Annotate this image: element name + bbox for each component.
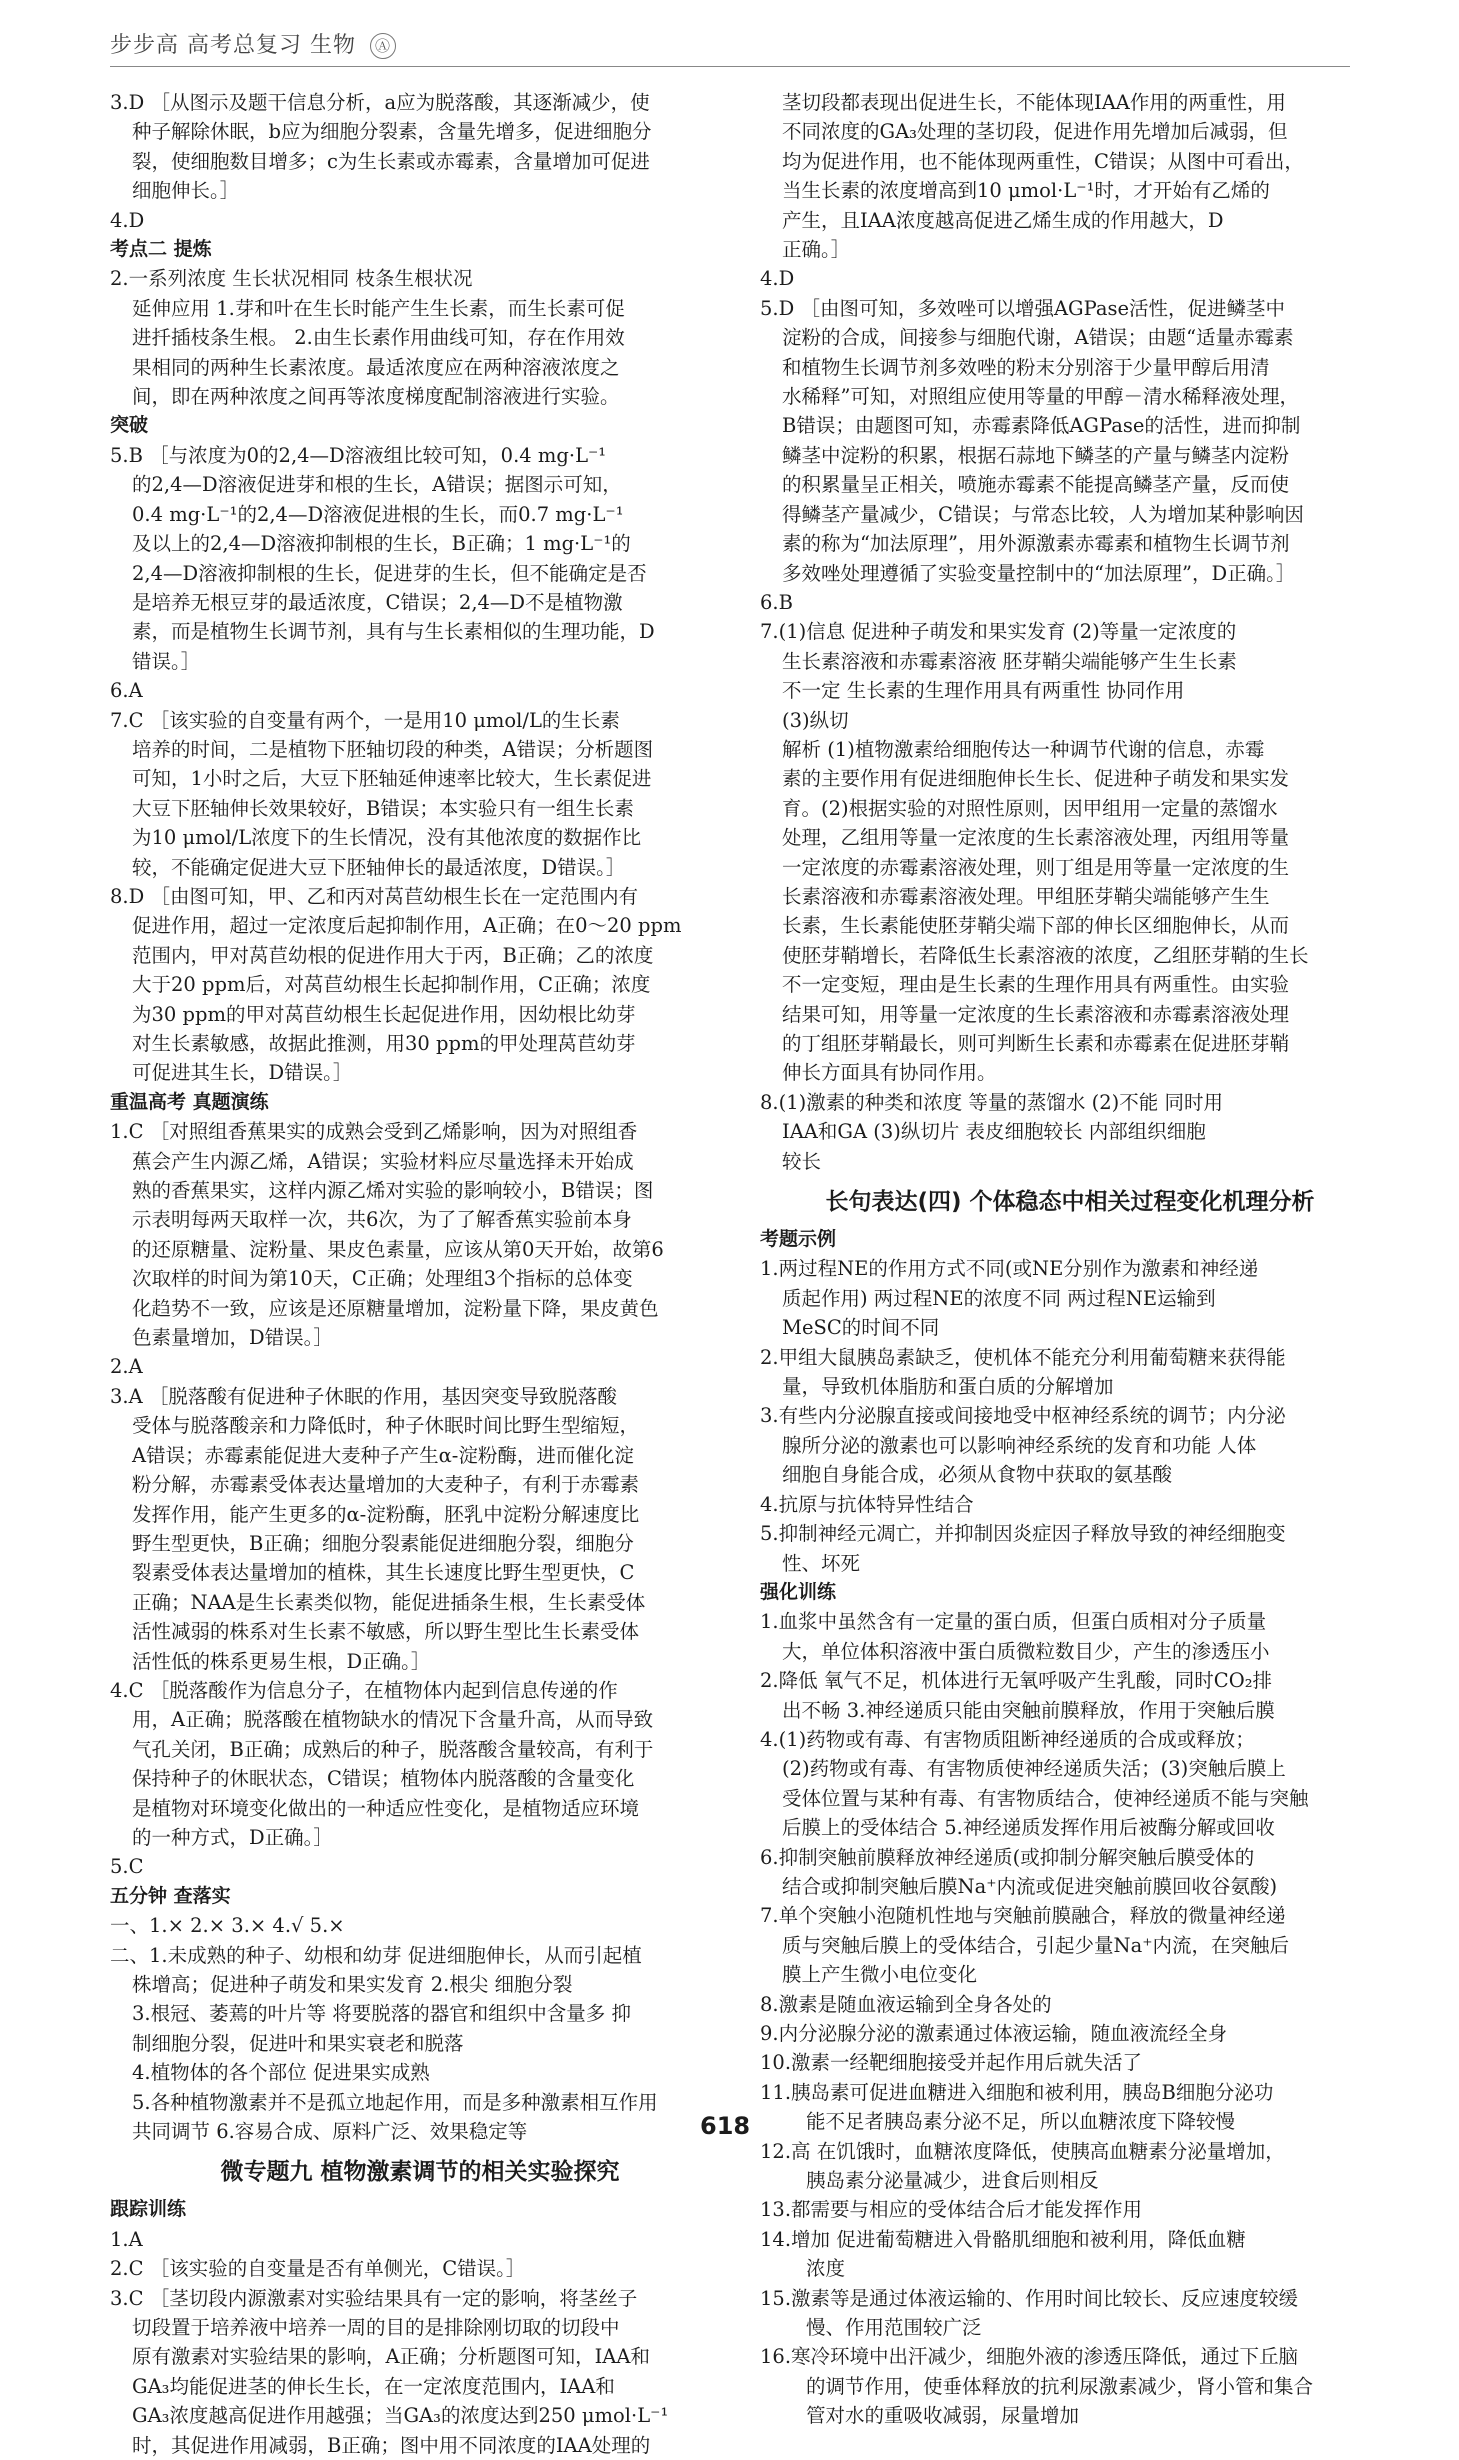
text-line: 2,4—D溶液抑制根的生长，促进芽的生长，但不能确定是否 bbox=[132, 561, 647, 585]
header-rule bbox=[110, 66, 1350, 67]
right-column bbox=[760, 88, 1380, 2431]
text-line: 管对水的重吸收减弱，尿量增加 bbox=[806, 2404, 1080, 2428]
text-line: 时，其促进作用减弱，B正确；图中用不同浓度的IAA处理的 bbox=[132, 2433, 651, 2457]
text-line: A错误；赤霉素能促进大麦种子产生α-淀粉酶，进而催化淀 bbox=[132, 1443, 634, 1467]
text-line: 胰岛素分泌量减少，进食后则相反 bbox=[806, 2169, 1099, 2193]
text-line: 对生长素敏感，故据此推测，用30 ppm的甲处理莴苣幼芽 bbox=[132, 1032, 636, 1055]
text-line: 2.A bbox=[110, 1355, 143, 1379]
text-line: (3)纵切 bbox=[782, 708, 849, 732]
text-line: 不一定变短，理由是生长素的生理作用具有两重性。由实验 bbox=[782, 973, 1290, 997]
left-column bbox=[110, 88, 730, 2460]
text-line: 16.寒冷环境中出汗减少，细胞外液的渗透压降低，通过下丘脑 bbox=[760, 2345, 1299, 2369]
text-line: 切段置于培养液中培养一周的目的是排除刚切取的切段中 bbox=[132, 2316, 620, 2340]
text-line: 正确。］ bbox=[782, 238, 851, 262]
section-heading: 跟踪训练 bbox=[110, 2198, 187, 2221]
section-heading: 五分钟 查落实 bbox=[110, 1884, 231, 1907]
text-line: 二、1.未成熟的种子、幼根和幼芽 促进细胞伸长，从而引起植 bbox=[110, 1943, 642, 1967]
text-line: 结合或抑制突触后膜Na⁺内流或促进突触前膜回收谷氨酸) bbox=[782, 1874, 1278, 1898]
text-line: 用，A正确；脱落酸在植物缺水的情况下含量升高，从而导致 bbox=[132, 1708, 654, 1732]
text-line: 培养的时间，二是植物下胚轴切段的种类，A错误；分析题图 bbox=[132, 737, 654, 761]
text-line: 12.高 在饥饿时，血糖浓度降低，使胰高血糖素分泌量增加， bbox=[760, 2139, 1285, 2163]
text-line: 1.A bbox=[110, 2227, 143, 2251]
section-title: 微专题九 植物激素调节的相关实验探究 bbox=[220, 2159, 620, 2186]
text-line: 膜上产生微小电位变化 bbox=[782, 1963, 978, 1987]
text-line: 5.各种植物激素并不是孤立地起作用，而是多种激素相互作用 bbox=[132, 2090, 658, 2114]
text-line: 7.(1)信息 促进种子萌发和果实发育 (2)等量一定浓度的 bbox=[760, 620, 1237, 644]
edition-badge: Ⓐ bbox=[370, 33, 396, 59]
text-line: 4.D bbox=[110, 208, 145, 232]
text-line: 11.胰岛素可促进血糖进入细胞和被利用，胰岛B细胞分泌功 bbox=[760, 2080, 1274, 2104]
text-line: 素的主要作用有促进细胞伸长生长、促进种子萌发和果实发 bbox=[782, 767, 1290, 791]
text-line: 为30 ppm的甲对莴苣幼根生长起促进作用，因幼根比幼芽 bbox=[132, 1002, 636, 1026]
text-line: 的丁组胚芽鞘最长，则可判断生长素和赤霉素在促进胚芽鞘 bbox=[782, 1032, 1290, 1055]
text-line: 1.血浆中虽然含有一定量的蛋白质，但蛋白质相对分子质量 bbox=[760, 1610, 1267, 1634]
text-line: 3.C ［茎切段内源激素对实验结果具有一定的影响，将茎丝子 bbox=[110, 2286, 638, 2310]
text-line: 熟的香蕉果实，这样内源乙烯对实验的影响较小，B错误；图 bbox=[132, 1179, 654, 1203]
text-line: 受体位置与某种有毒、有害物质结合，使神经递质不能与突触 bbox=[782, 1786, 1309, 1810]
text-line: 浓度 bbox=[806, 2257, 846, 2281]
text-line: 大，单位体积溶液中蛋白质微粒数目少，产生的渗透压小 bbox=[782, 1639, 1270, 1663]
text-line: 15.激素等是通过体液运输的、作用时间比较长、反应速度较缓 bbox=[760, 2286, 1299, 2310]
text-line: 是培养无根豆芽的最适浓度，C错误；2,4—D不是植物激 bbox=[132, 590, 623, 614]
text-line: 6.A bbox=[110, 679, 143, 703]
text-line: 的一种方式，D正确。］ bbox=[132, 1825, 333, 1849]
text-line: 受体与脱落酸亲和力降低时，种子休眠时间比野生型缩短， bbox=[132, 1414, 640, 1438]
text-line: 慢、作用范围较广泛 bbox=[806, 2316, 982, 2340]
text-line: 较，不能确定促进大豆下胚轴伸长的最适浓度，D错误。］ bbox=[132, 855, 626, 879]
text-line: 不同浓度的GA₃处理的茎切段，促进作用先增加后减弱，但 bbox=[782, 120, 1288, 144]
text-line: 水稀释”可知，对照组应使用等量的甲醇－清水稀释液处理， bbox=[782, 385, 1299, 409]
text-line: 1.两过程NE的作用方式不同(或NE分别作为激素和神经递 bbox=[760, 1257, 1259, 1281]
text-line: 6.B bbox=[760, 590, 793, 614]
text-line: 及以上的2,4—D溶液抑制根的生长，B正确；1 mg·L⁻¹的 bbox=[132, 532, 631, 556]
text-line: 量，导致机体脂肪和蛋白质的分解增加 bbox=[782, 1375, 1114, 1399]
text-line: 细胞伸长。］ bbox=[132, 179, 240, 203]
text-line: 性、坏死 bbox=[782, 1551, 861, 1575]
text-line: 13.都需要与相应的受体结合后才能发挥作用 bbox=[760, 2198, 1143, 2222]
text-line: 长素溶液和赤霉素溶液处理。甲组胚芽鞘尖端能够产生生 bbox=[782, 884, 1270, 908]
text-line: 是植物对环境变化做出的一种适应性变化，是植物适应环境 bbox=[132, 1796, 640, 1820]
text-line: 10.激素一经靶细胞接受并起作用后就失活了 bbox=[760, 2051, 1143, 2075]
text-line: 可促进其生长，D错误。］ bbox=[132, 1061, 353, 1085]
header-title: 步步高 高考总复习 生物 bbox=[110, 33, 356, 58]
text-line: 当生长素的浓度增高到10 μmol·L⁻¹时，才开始有乙烯的 bbox=[782, 179, 1270, 203]
text-line: 次取样的时间为第10天，C正确；处理组3个指标的总体变 bbox=[132, 1267, 633, 1291]
text-line: 素，而是植物生长调节剂，具有与生长素相似的生理功能，D bbox=[132, 620, 655, 644]
text-line: 可知，1小时之后，大豆下胚轴延伸速率比较大，生长素促进 bbox=[132, 767, 652, 791]
text-line: 3.根冠、萎蔫的叶片等 将要脱落的器官和组织中含量多 抑 bbox=[132, 2002, 632, 2026]
text-line: 野生型更快，B正确；细胞分裂素能促进细胞分裂，细胞分 bbox=[132, 1531, 634, 1555]
text-line: 活性减弱的株系对生长素不敏感，所以野生型比生长素受体 bbox=[132, 1620, 640, 1644]
section-title: 长句表达(四) 个体稳态中相关过程变化机理分析 bbox=[825, 1189, 1315, 1216]
text-line: 8.(1)激素的种类和浓度 等量的蒸馏水 (2)不能 同时用 bbox=[760, 1090, 1223, 1114]
text-line: MeSC的时间不同 bbox=[782, 1316, 940, 1340]
text-line: GA₃浓度越高促进作用越强；当GA₃的浓度达到250 μmol·L⁻¹ bbox=[132, 2404, 669, 2428]
text-line: 淀粉的合成，间接参与细胞代谢，A错误；由题“适量赤霉素 bbox=[782, 326, 1294, 350]
text-line: 质起作用) 两过程NE的浓度不同 两过程NE运输到 bbox=[782, 1286, 1216, 1310]
text-line: 14.增加 促进葡萄糖进入骨骼肌细胞和被利用，降低血糖 bbox=[760, 2227, 1246, 2251]
text-line: 4.抗原与抗体特异性结合 bbox=[760, 1492, 974, 1516]
text-line: 发挥作用，能产生更多的α-淀粉酶，胚乳中淀粉分解速度比 bbox=[132, 1502, 640, 1526]
text-line: 裂素受体表达量增加的植株，其生长速度比野生型更快，C bbox=[132, 1561, 635, 1585]
text-line: 4.C ［脱落酸作为信息分子，在植物体内起到信息传递的作 bbox=[110, 1678, 618, 1702]
text-line: 较长 bbox=[782, 1149, 822, 1173]
text-line: GA₃均能促进茎的伸长生长，在一定浓度范围内，IAA和 bbox=[132, 2374, 615, 2398]
text-line: 间，即在两种浓度之间再等浓度梯度配制溶液进行实验。 bbox=[132, 385, 620, 409]
text-line: 的还原糖量、淀粉量、果皮色素量，应该从第0天开始，故第6 bbox=[132, 1237, 664, 1261]
text-line: 气孔关闭，B正确；成熟后的种子，脱落酸含量较高，有利于 bbox=[132, 1737, 654, 1761]
text-line: B错误；由题图可知，赤霉素降低AGPase的活性，进而抑制 bbox=[782, 414, 1301, 438]
text-line: 4.(1)药物或有毒、有害物质阻断神经递质的合成或释放； bbox=[760, 1727, 1255, 1751]
text-line: 果相同的两种生长素浓度。最适浓度应在两种溶液浓度之 bbox=[132, 355, 620, 379]
text-line: 5.D ［由图可知，多效唑可以增强AGPase活性，促进鳞茎中 bbox=[760, 296, 1286, 320]
text-line: 的2,4—D溶液促进芽和根的生长，A错误；据图示可知， bbox=[132, 473, 622, 497]
section-heading: 考点二 提炼 bbox=[110, 238, 212, 261]
text-line: 为10 μmol/L浓度下的生长情况，没有其他浓度的数据作比 bbox=[132, 826, 642, 850]
text-line: 3.D ［从图示及题干信息分析，a应为脱落酸，其逐渐减少，使 bbox=[110, 91, 650, 114]
text-line: 后膜上的受体结合 5.神经递质发挥作用后被酶分解或回收 bbox=[782, 1816, 1275, 1840]
text-line: 蕉会产生内源乙烯，A错误；实验材料应尽量选择未开始成 bbox=[132, 1149, 634, 1173]
text-line: 不一定 生长素的生理作用具有两重性 协同作用 bbox=[782, 679, 1185, 703]
text-line: 种子解除休眠，b应为细胞分裂素，含量先增多，促进细胞分 bbox=[132, 120, 652, 144]
text-line: 8.D ［由图可知，甲、乙和丙对莴苣幼根生长在一定范围内有 bbox=[110, 884, 638, 908]
text-line: 素的称为“加法原理”，用外源激素赤霉素和植物生长调节剂 bbox=[782, 532, 1290, 556]
text-line: 进扦插枝条生根。 2.由生长素作用曲线可知，存在作用效 bbox=[132, 326, 625, 350]
section-heading: 重温高考 真题演练 bbox=[110, 1090, 269, 1113]
text-line: 示表明每两天取样一次，共6次，为了了解香蕉实验前本身 bbox=[132, 1208, 632, 1232]
text-line: 多效唑处理遵循了实验变量控制中的“加法原理”，D正确。］ bbox=[782, 561, 1296, 585]
text-line: 和植物生长调节剂多效唑的粉末分别溶于少量甲醇后用清 bbox=[782, 355, 1270, 379]
text-line: 2.降低 氧气不足，机体进行无氧呼吸产生乳酸，同时CO₂排 bbox=[760, 1669, 1273, 1693]
text-line: 5.B ［与浓度为0的2,4—D溶液组比较可知，0.4 mg·L⁻¹ bbox=[110, 443, 607, 467]
text-line: 2.一系列浓度 生长状况相同 枝条生根状况 bbox=[110, 267, 473, 291]
text-line: 一定浓度的赤霉素溶液处理，则丁组是用等量一定浓度的生 bbox=[782, 855, 1290, 879]
text-line: 长素，生长素能使胚芽鞘尖端下部的伸长区细胞伸长，从而 bbox=[782, 914, 1290, 938]
text-line: 3.有些内分泌腺直接或间接地受中枢神经系统的调节；内分泌 bbox=[760, 1404, 1286, 1428]
section-heading: 突破 bbox=[110, 414, 149, 437]
text-line: 2.C ［该实验的自变量是否有单侧光，C错误。］ bbox=[110, 2257, 526, 2281]
text-line: 裂，使细胞数目增多；c为生长素或赤霉素，含量增加可促进 bbox=[132, 149, 650, 173]
text-line: 产生，且IAA浓度越高促进乙烯生成的作用越大，D bbox=[782, 208, 1224, 232]
text-line: 1.C ［对照组香蕉果实的成熟会受到乙烯影响，因为对照组香 bbox=[110, 1120, 638, 1144]
text-line: 解析 (1)植物激素给细胞传达一种调节代谢的信息，赤霉 bbox=[782, 737, 1265, 761]
text-line: 2.甲组大鼠胰岛素缺乏，使机体不能充分利用葡萄糖来获得能 bbox=[760, 1345, 1286, 1369]
text-line: 粉分解，赤霉素受体表达量增加的大麦种子，有利于赤霉素 bbox=[132, 1473, 640, 1497]
text-line: 0.4 mg·L⁻¹的2,4—D溶液促进根的生长，而0.7 mg·L⁻¹ bbox=[132, 502, 624, 526]
text-line: 大于20 ppm后，对莴苣幼根生长起抑制作用，C正确；浓度 bbox=[132, 973, 651, 997]
text-line: 范围内，甲对莴苣幼根的促进作用大于丙，B正确；乙的浓度 bbox=[132, 943, 654, 967]
text-line: 错误。］ bbox=[132, 649, 201, 673]
text-line: 的积累量呈正相关，喷施赤霉素不能提高鳞茎产量，反而使 bbox=[782, 473, 1290, 497]
text-line: 生长素溶液和赤霉素溶液 胚芽鞘尖端能够产生生长素 bbox=[782, 649, 1237, 673]
text-line: 延伸应用 1.芽和叶在生长时能产生生长素，而生长素可促 bbox=[132, 296, 625, 320]
text-line: 5.抑制神经元凋亡，并抑制因炎症因子释放导致的神经细胞变 bbox=[760, 1522, 1286, 1546]
text-line: 9.内分泌腺分泌的激素通过体液运输，随血液流经全身 bbox=[760, 2022, 1228, 2045]
text-line: 5.C bbox=[110, 1855, 144, 1879]
text-line: 6.抑制突触前膜释放神经递质(或抑制分解突触后膜受体的 bbox=[760, 1845, 1255, 1869]
text-line: 保持种子的休眠状态，C错误；植物体内脱落酸的含量变化 bbox=[132, 1767, 635, 1791]
text-line: 得鳞茎产量减少，C错误；与常态比较，人为增加某种影响因 bbox=[782, 502, 1304, 526]
text-line: 一、1.× 2.× 3.× 4.√ 5.× bbox=[110, 1914, 345, 1938]
text-line: 细胞自身能合成，必须从食物中获取的氨基酸 bbox=[782, 1463, 1173, 1487]
page-number: 618 bbox=[700, 2112, 751, 2140]
text-line: 4.植物体的各个部位 促进果实成熟 bbox=[132, 2061, 430, 2085]
text-line: 色素量增加，D错误。］ bbox=[132, 1326, 333, 1350]
text-line: 株增高；促进种子萌发和果实发育 2.根尖 细胞分裂 bbox=[132, 1973, 573, 1996]
text-line: 原有激素对实验结果的影响，A正确；分析题图可知，IAA和 bbox=[132, 2345, 650, 2369]
text-line: 出不畅 3.神经递质只能由突触前膜释放，作用于突触后膜 bbox=[782, 1698, 1275, 1722]
text-line: 4.D bbox=[760, 267, 795, 291]
text-line: 均为促进作用，也不能体现两重性，C错误；从图中可看出， bbox=[782, 149, 1304, 173]
text-line: 结果可知，用等量一定浓度的生长素溶液和赤霉素溶液处理 bbox=[782, 1002, 1290, 1026]
text-line: 3.A ［脱落酸有促进种子休眠的作用，基因突变导致脱落酸 bbox=[110, 1384, 617, 1408]
text-line: 能不足者胰岛素分泌不足，所以血糖浓度下降较慢 bbox=[806, 2110, 1236, 2134]
section-heading: 考题示例 bbox=[760, 1228, 837, 1251]
text-line: 7.C ［该实验的自变量有两个，一是用10 μmol/L的生长素 bbox=[110, 708, 620, 732]
section-heading: 强化训练 bbox=[760, 1580, 837, 1603]
text-line: 共同调节 6.容易合成、原料广泛、效果稳定等 bbox=[132, 2120, 528, 2144]
text-line: 使胚芽鞘增长，若降低生长素溶液的浓度，乙组胚芽鞘的生长 bbox=[782, 943, 1309, 967]
text-line: 伸长方面具有协同作用。 bbox=[782, 1061, 997, 1085]
text-line: 8.激素是随血液运输到全身各处的 bbox=[760, 1992, 1052, 2016]
text-line: 腺所分泌的激素也可以影响神经系统的发育和功能 人体 bbox=[782, 1433, 1257, 1457]
text-line: 促进作用，超过一定浓度后起抑制作用，A正确；在0～20 ppm bbox=[132, 914, 682, 938]
text-line: 育。(2)根据实验的对照性原则，因甲组用一定量的蒸馏水 bbox=[782, 796, 1278, 820]
running-header bbox=[110, 28, 396, 59]
text-line: 化趋势不一致，应该是还原糖量增加，淀粉量下降，果皮黄色 bbox=[132, 1296, 659, 1320]
text-line: 处理，乙组用等量一定浓度的生长素溶液处理，丙组用等量 bbox=[782, 826, 1290, 850]
text-line: (2)药物或有毒、有害物质使神经递质失活；(3)突触后膜上 bbox=[782, 1757, 1286, 1781]
text-line: 大豆下胚轴伸长效果较好，B错误；本实验只有一组生长素 bbox=[132, 796, 634, 820]
text-line: 活性低的株系更易生根，D正确。］ bbox=[132, 1649, 431, 1673]
text-line: 茎切段都表现出促进生长，不能体现IAA作用的两重性，用 bbox=[782, 91, 1286, 114]
text-line: 鳞茎中淀粉的积累，根据石蒜地下鳞茎的产量与鳞茎内淀粉 bbox=[782, 443, 1290, 467]
text-line: 7.单个突触小泡随机性地与突触前膜融合，释放的微量神经递 bbox=[760, 1904, 1286, 1928]
text-line: 制细胞分裂，促进叶和果实衰老和脱落 bbox=[132, 2031, 464, 2055]
text-line: 正确；NAA是生长素类似物，能促进插条生根，生长素受体 bbox=[132, 1590, 646, 1614]
text-line: IAA和GA (3)纵切片 表皮细胞较长 内部组织细胞 bbox=[782, 1120, 1206, 1144]
text-line: 的调节作用，使垂体释放的抗利尿激素减少，肾小管和集合 bbox=[806, 2374, 1314, 2398]
text-line: 质与突触后膜上的受体结合，引起少量Na⁺内流，在突触后 bbox=[782, 1933, 1289, 1957]
